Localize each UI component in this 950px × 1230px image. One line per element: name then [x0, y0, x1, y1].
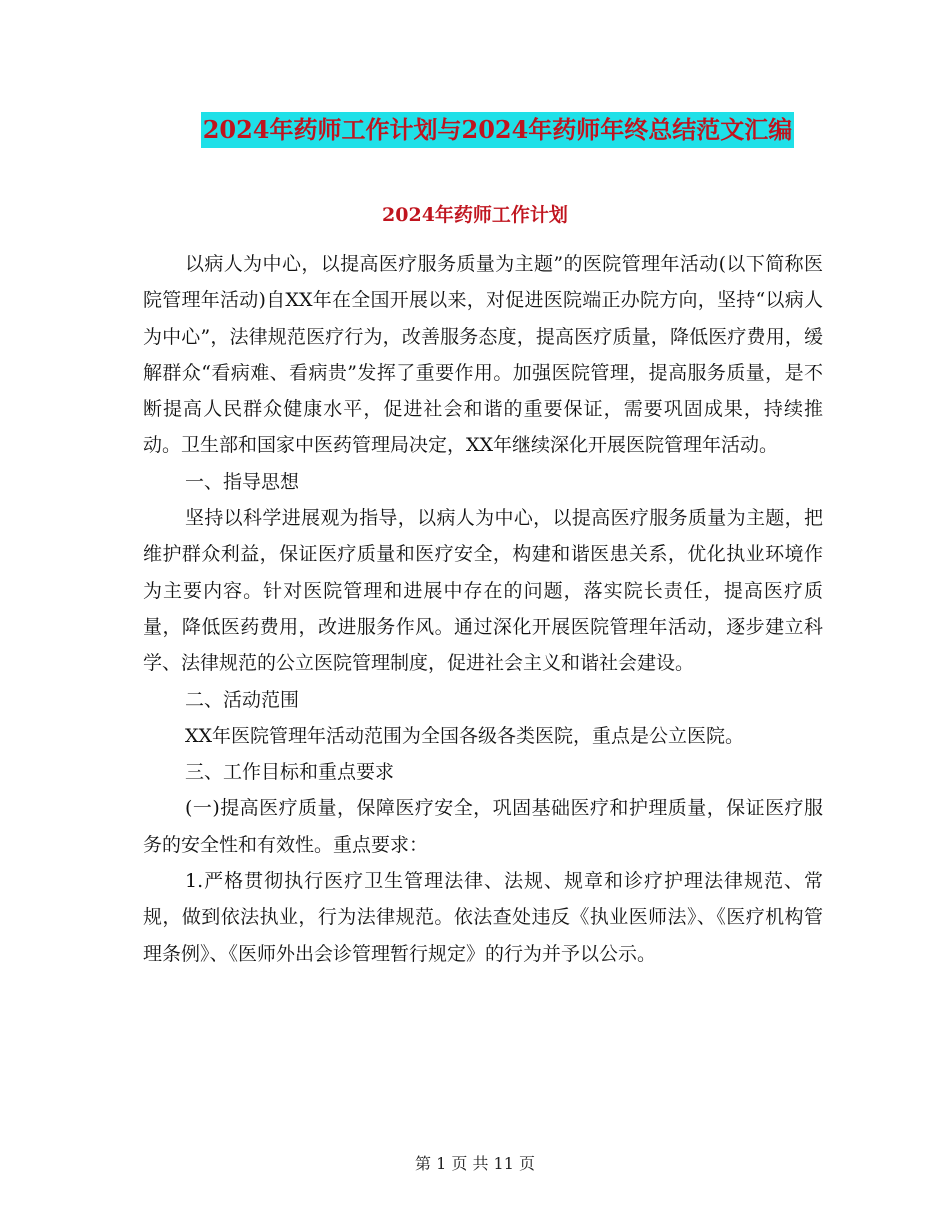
paragraph-requirement-1: 1.严格贯彻执行医疗卫生管理法律、法规、规章和诊疗护理法律规范、常规，做到依法执业，行为法律规范。依法查处违反《执业医师法》、《医疗机构管理条例》、《医师外出会诊管理暂行规定》的行为并予以公示。: [143, 870, 823, 965]
page-footer: 第 1 页 共 11 页: [415, 1154, 535, 1173]
document-title: 2024年药师工作计划与2024年药师年终总结范文汇编: [201, 112, 795, 148]
paragraph-activity-scope: XX年医院管理年活动范围为全国各级各类医院，重点是公立医院。: [185, 724, 745, 747]
paragraph-guiding-ideology: 坚持以科学进展观为指导，以病人为中心，以提高医疗服务质量为主题，把维护群众利益，保证医疗质量和医疗安全，构建和谐医患关系，优化执业环境作为主要内容。针对医院管理和进展中存在的问题，落实院长责任，提高医疗质量，降低医药费用，改进服务作风。通过深化开展医院管理年活动，逐步建立科学、法律规范的公立医院管理制度，促进社会主义和谐社会建设。: [143, 507, 823, 675]
paragraph-intro: 以病人为中心，以提高医疗服务质量为主题”的医院管理年活动(以下简称医院管理年活动)自XX年在全国开展以来，对促进医院端正办院方向，坚持“以病人为中心”，法律规范医疗行为，改善服务态度，提高医疗质量，降低医疗费用，缓解群众“看病难、看病贵”发挥了重要作用。加强医院管理，提高服务质量，是不断提高人民群众健康水平，促进社会和谐的重要保证，需要巩固成果，持续推动。卫生部和国家中医药管理局决定，XX年继续深化开展医院管理年活动。: [143, 253, 823, 457]
heading-work-goals: 三、工作目标和重点要求: [185, 761, 395, 784]
document-title-wrap: [0, 112, 950, 148]
document-body: [143, 246, 823, 972]
section-title: 2024年药师工作计划: [382, 204, 568, 226]
heading-activity-scope: 二、活动范围: [185, 688, 300, 711]
heading-guiding-ideology: 一、指导思想: [185, 470, 300, 493]
paragraph-goal-1: (一)提高医疗质量，保障医疗安全，巩固基础医疗和护理质量，保证医疗服务的安全性和有效性。重点要求：: [143, 797, 823, 856]
